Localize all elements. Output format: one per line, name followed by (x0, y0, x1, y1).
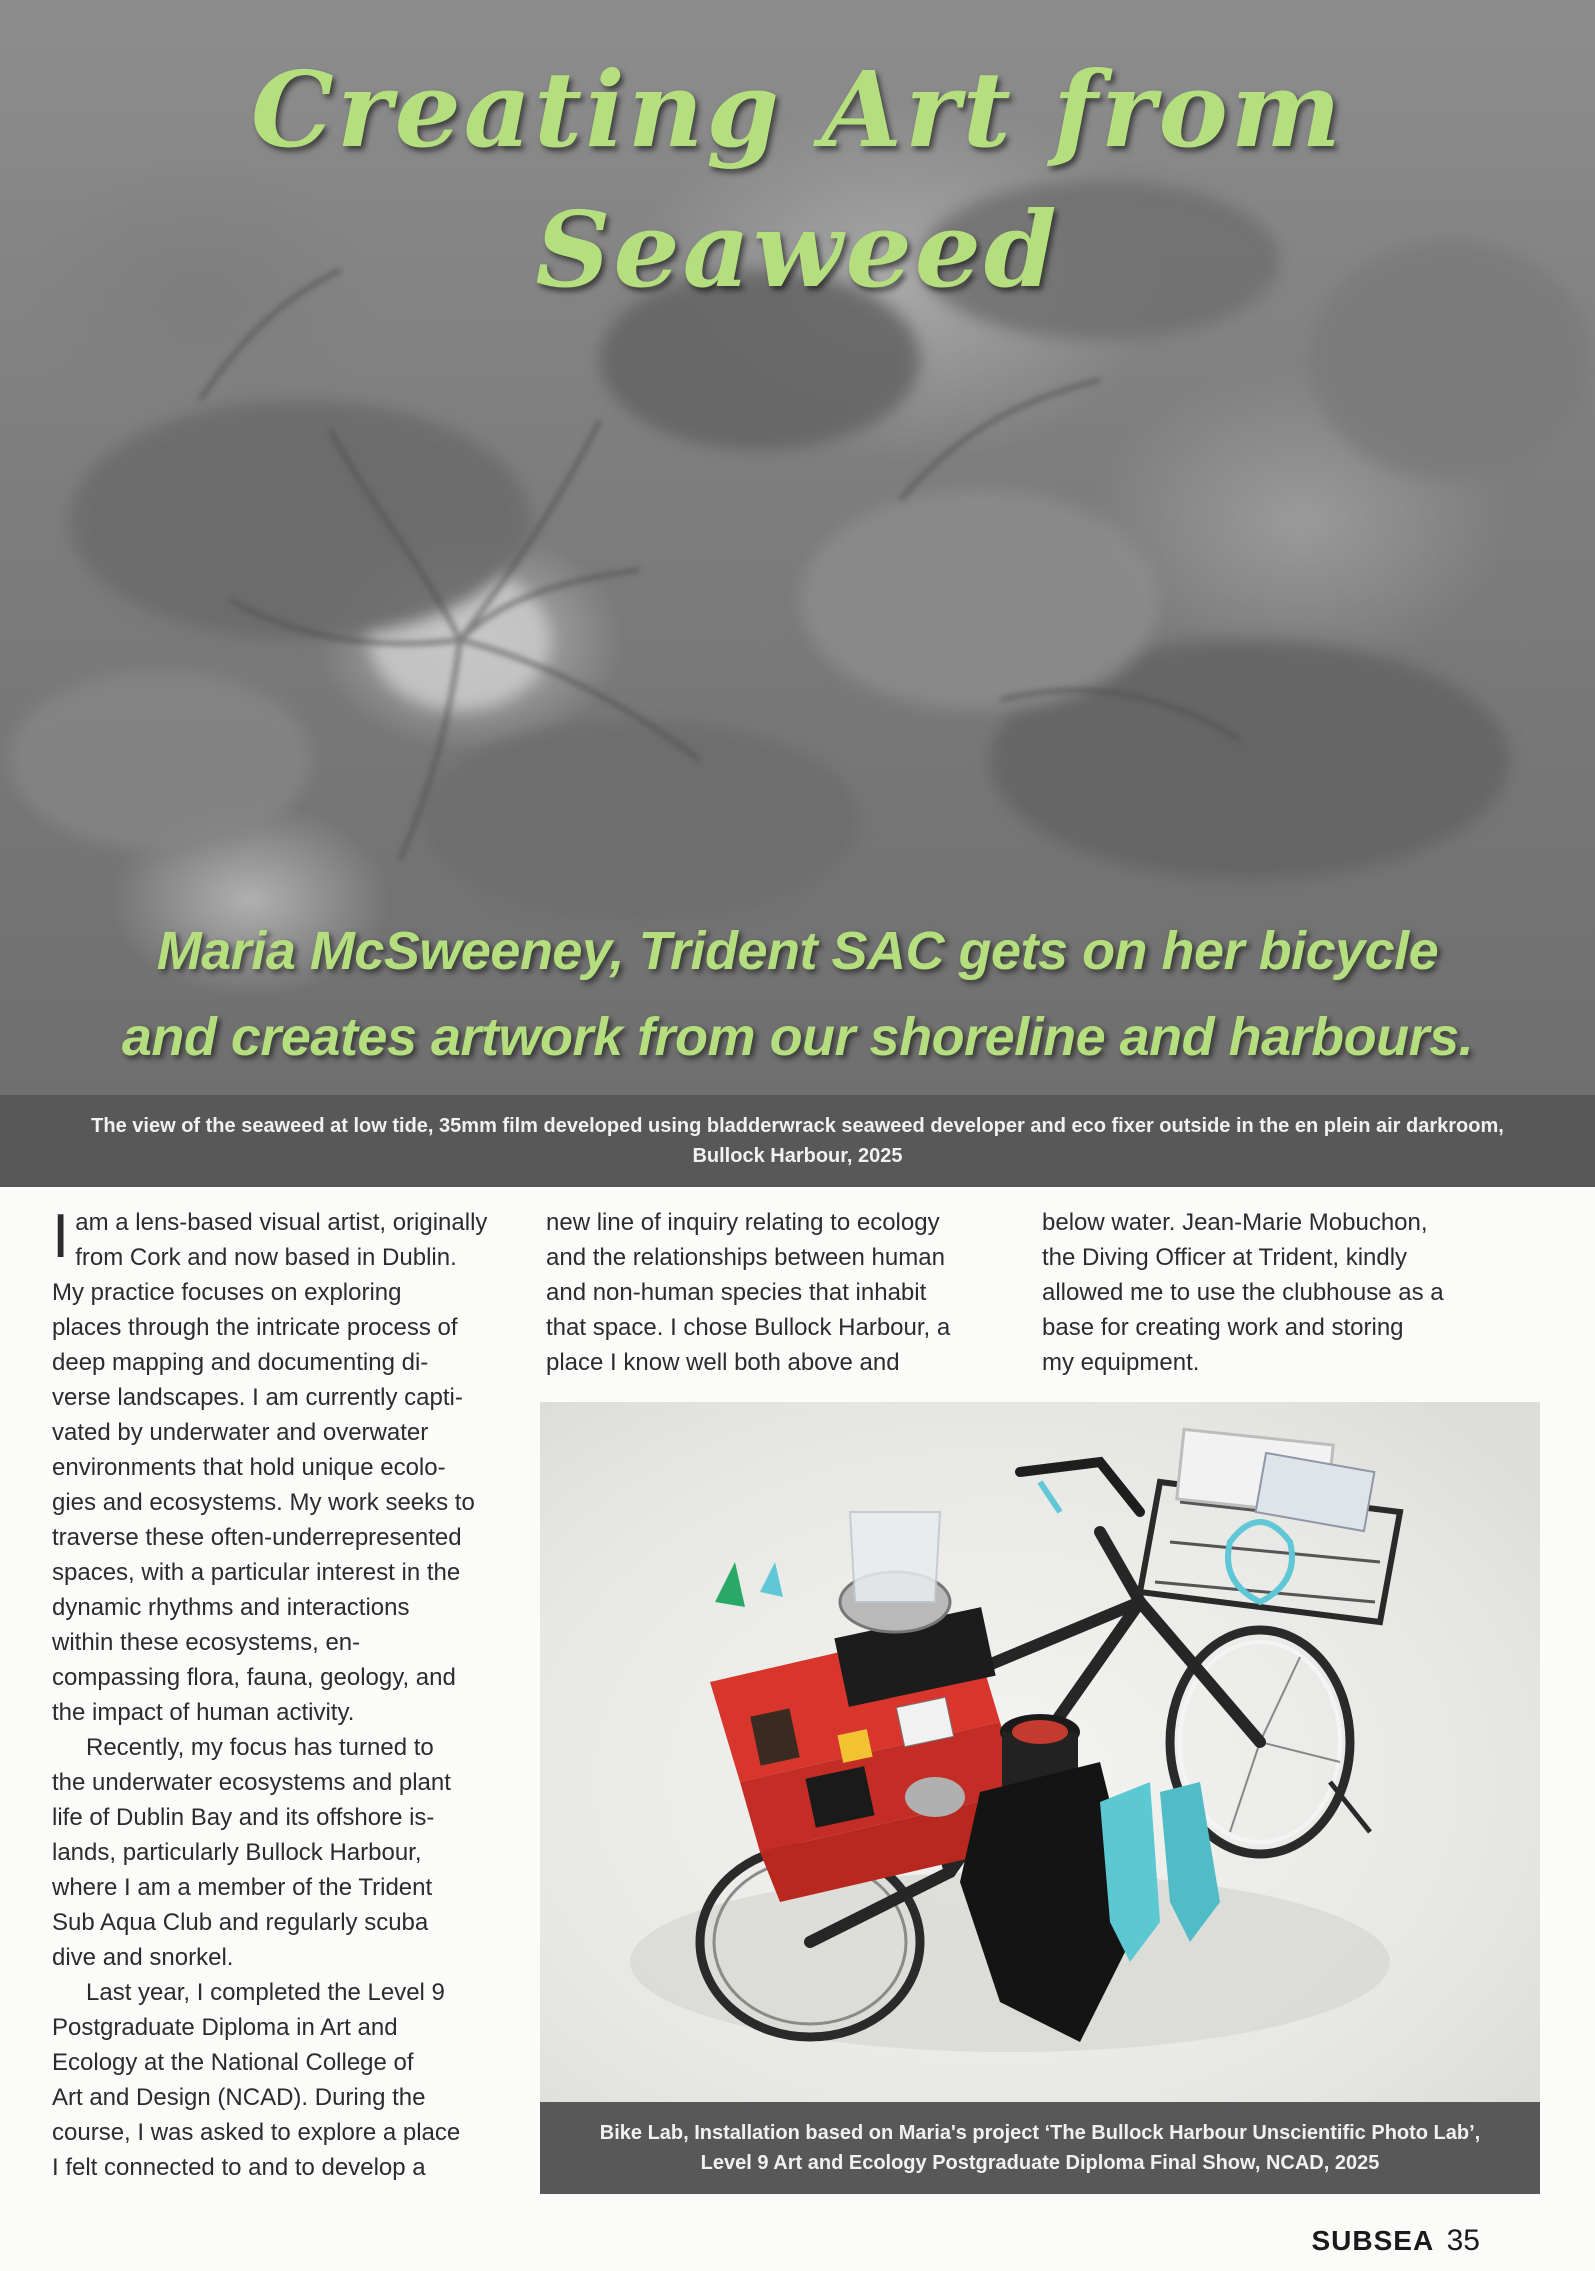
text-line: below water. Jean-Marie Mobuchon, (1042, 1209, 1428, 1236)
page-footer (1311, 2224, 1480, 2258)
text-line: from Cork and now based in Dublin. (75, 1244, 457, 1271)
text-line: compassing flora, fauna, geology, and (52, 1664, 456, 1691)
text-line: deep mapping and documenting di- (52, 1349, 429, 1376)
article-title: Creating Art from Seaweed (251, 48, 1344, 311)
article-column-2 (546, 1205, 1016, 1380)
text-line: lands, particularly Bullock Harbour, (52, 1839, 422, 1866)
magazine-brand: SUBSEA (1311, 2225, 1435, 2256)
text-line: Postgraduate Diploma in Art and (52, 2014, 398, 2041)
paragraph-continued (546, 1205, 1016, 1380)
text-line: dynamic rhythms and interactions (52, 1594, 410, 1621)
article-column-3 (1042, 1205, 1542, 1380)
paragraph-continued (1042, 1205, 1542, 1380)
text-line: Ecology at the National College of (52, 2049, 414, 2076)
bike-caption-line-2: Level 9 Art and Ecology Postgraduate Diploma Final Show, NCAD, 2025 (700, 2152, 1380, 2174)
text-line: verse landscapes. I am currently capti- (52, 1384, 463, 1411)
bike-caption-line-1: Bike Lab, Installation based on Maria's project ‘The Bullock Harbour Unscientific Photo Lab’, (599, 2122, 1481, 2144)
page-number: 35 (1446, 2224, 1480, 2257)
hero-caption-line-1: The view of the seaweed at low tide, 35mm film developed using bladderwrack seaweed developer and eco fixer outside in the en plein air darkroom, (91, 1115, 1504, 1137)
text-line: environments that hold unique ecolo- (52, 1454, 446, 1481)
text-line: the underwater ecosystems and plant (52, 1769, 451, 1796)
hero-caption (0, 1095, 1595, 1187)
text-line: I felt connected to and to develop a (52, 2154, 426, 2181)
text-line: and non-human species that inhabit (546, 1279, 927, 1306)
text-line: the impact of human activity. (52, 1699, 355, 1726)
text-line: and the relationships between human (546, 1244, 945, 1271)
text-line: base for creating work and storing (1042, 1314, 1404, 1341)
text-line: vated by underwater and overwater (52, 1419, 429, 1446)
text-line: my equipment. (1042, 1349, 1200, 1376)
text-line: places through the intricate process of (52, 1314, 458, 1341)
bike-caption (540, 2102, 1540, 2194)
text-line: life of Dublin Bay and its offshore is- (52, 1804, 435, 1831)
text-line: traverse these often-underrepresented (52, 1524, 462, 1551)
text-line: allowed me to use the clubhouse as a (1042, 1279, 1444, 1306)
paragraph-last-year (52, 1975, 512, 2185)
article-column-1 (52, 1202, 512, 2185)
text-line: gies and ecosystems. My work seeks to (52, 1489, 475, 1516)
text-line: am a lens-based visual artist, originally (75, 1209, 488, 1236)
bike-lab-photo (540, 1402, 1540, 2102)
text-line: within these ecosystems, en- (52, 1629, 361, 1656)
text-line: spaces, with a particular interest in the (52, 1559, 461, 1586)
hero-caption-line-2: Bullock Harbour, 2025 (692, 1145, 903, 1167)
paragraph-recently (52, 1730, 512, 1975)
text-line: place I know well both above and (546, 1349, 900, 1376)
text-line: Art and Design (NCAD). During the (52, 2084, 426, 2111)
text-line: Last year, I completed the Level 9 (86, 1979, 445, 2006)
text-line: dive and snorkel. (52, 1944, 234, 1971)
text-line: Recently, my focus has turned to (86, 1734, 434, 1761)
text-line: where I am a member of the Trident (52, 1874, 433, 1901)
paragraph-intro (52, 1202, 512, 1730)
bike-illustration (540, 1402, 1540, 2102)
subtitle-line-2: and creates artwork from our shoreline and harbours. (121, 1007, 1474, 1067)
article-subtitle (60, 908, 1535, 1080)
text-line: that space. I chose Bullock Harbour, a (546, 1314, 951, 1341)
text-line: course, I was asked to explore a place (52, 2119, 461, 2146)
subtitle-line-1: Maria McSweeney, Trident SAC gets on her bicycle (156, 921, 1439, 981)
text-line: Sub Aqua Club and regularly scuba (52, 1909, 429, 1936)
hero-image (0, 0, 1595, 1095)
text-line: new line of inquiry relating to ecology (546, 1209, 940, 1236)
text-line: the Diving Officer at Trident, kindly (1042, 1244, 1408, 1271)
drop-cap: I (52, 1202, 70, 1271)
text-line: My practice focuses on exploring (52, 1279, 402, 1306)
